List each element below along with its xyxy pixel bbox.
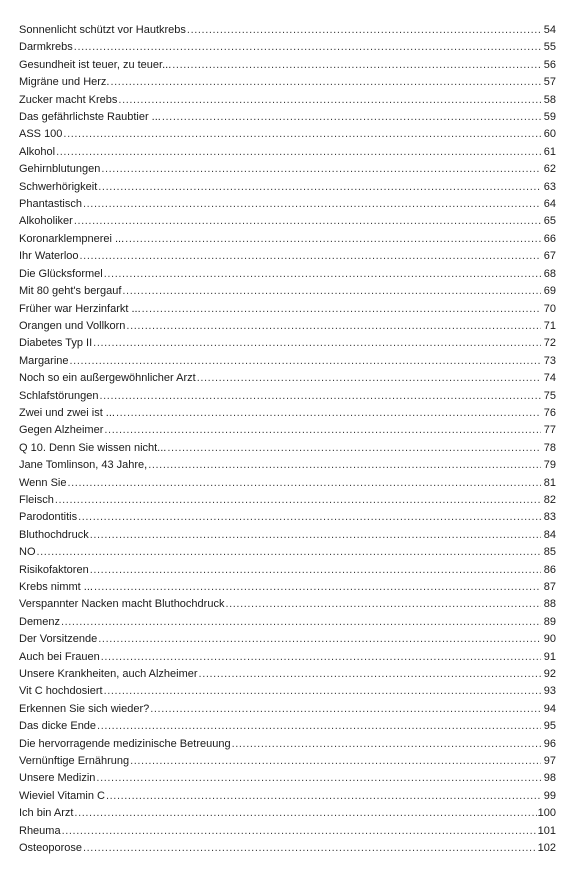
toc-entry-page-number: 99	[543, 789, 556, 802]
toc-entry-page-number: 75	[543, 389, 556, 402]
toc-entry[interactable]	[19, 718, 556, 735]
toc-entry[interactable]	[19, 39, 556, 56]
toc-entry-page-number: 92	[543, 668, 556, 681]
toc-entry-title: Phantastisch	[19, 198, 82, 211]
toc-entry[interactable]	[19, 388, 556, 405]
toc-entry-title: Verspannter Nacken macht Bluthochdruck	[19, 598, 225, 611]
dot-leader	[101, 649, 541, 666]
toc-entry-page-number: 95	[543, 720, 556, 733]
toc-entry[interactable]	[19, 666, 556, 683]
toc-entry-page-number: 56	[543, 58, 556, 71]
toc-entry-page-number: 58	[543, 93, 556, 106]
toc-entry-page-number: 87	[543, 581, 556, 593]
toc-entry-page-number: 101	[537, 824, 556, 837]
toc-entry-page-number: 55	[543, 41, 556, 54]
dot-leader	[98, 179, 541, 196]
dot-leader	[104, 683, 541, 700]
dot-leader	[197, 370, 541, 387]
toc-entry[interactable]	[19, 805, 556, 822]
dot-leader	[63, 126, 541, 143]
toc-entry-page-number: 57	[543, 76, 556, 89]
dot-leader	[232, 736, 541, 753]
toc-entry-title: Bluthochdruck	[19, 528, 89, 541]
toc-entry-title: Unsere Medizin	[19, 772, 96, 785]
toc-entry[interactable]	[19, 179, 556, 196]
dot-leader	[118, 92, 541, 109]
toc-entry[interactable]	[19, 301, 556, 318]
dot-leader	[187, 22, 541, 39]
dot-leader	[90, 562, 541, 579]
toc-entry-page-number: 84	[543, 528, 556, 541]
toc-entry-title: Migräne und Herz.	[19, 76, 110, 89]
toc-entry[interactable]	[19, 753, 556, 770]
toc-entry[interactable]	[19, 840, 556, 857]
toc-entry[interactable]	[19, 196, 556, 213]
dot-leader	[83, 196, 541, 213]
dot-leader	[122, 283, 541, 300]
toc-entry-page-number: 66	[543, 232, 556, 245]
toc-entry-title: Rheuma	[19, 824, 61, 837]
toc-entry[interactable]	[19, 213, 556, 230]
toc-entry-title: Krebs nimmt ...	[19, 581, 93, 593]
toc-entry[interactable]	[19, 353, 556, 370]
dot-leader	[125, 231, 541, 248]
toc-entry-title: Wenn Sie	[19, 476, 67, 489]
toc-entry-page-number: 68	[543, 267, 556, 280]
toc-entry[interactable]	[19, 701, 556, 718]
toc-entry-page-number: 74	[543, 372, 556, 385]
table-of-contents	[19, 22, 556, 858]
toc-entry-title: Parodontitis	[19, 511, 78, 524]
toc-entry-page-number: 102	[537, 842, 556, 855]
dot-leader	[90, 527, 541, 544]
toc-entry-page-number: 100	[537, 807, 556, 820]
toc-entry[interactable]	[19, 126, 556, 143]
dot-leader	[162, 109, 541, 126]
toc-entry-page-number: 91	[543, 650, 556, 663]
toc-entry-page-number: 85	[543, 546, 556, 559]
toc-entry[interactable]	[19, 57, 556, 74]
toc-entry-page-number: 69	[543, 285, 556, 298]
toc-entry[interactable]	[19, 283, 556, 300]
toc-entry[interactable]	[19, 318, 556, 335]
toc-entry-title: Risikofaktoren	[19, 563, 89, 576]
dot-leader	[225, 596, 541, 613]
toc-entry[interactable]	[19, 405, 556, 422]
toc-entry-page-number: 82	[543, 493, 556, 506]
toc-entry-title: Darmkrebs	[19, 41, 73, 54]
dot-leader	[61, 614, 541, 631]
dot-leader	[74, 39, 541, 56]
dot-leader	[93, 335, 541, 352]
toc-entry-title: Die Glücksformel	[19, 267, 103, 280]
toc-entry-title: Ich bin Arzt	[19, 807, 74, 820]
toc-entry-title: Alkohol	[19, 145, 56, 158]
toc-entry-title: Koronarklempnerei ...	[19, 232, 125, 245]
dot-leader	[126, 318, 541, 335]
dot-leader	[106, 788, 541, 805]
toc-entry-title: NO	[19, 546, 36, 559]
dot-leader	[70, 353, 541, 370]
toc-entry-title: Unsere Krankheiten, auch Alzheimer	[19, 668, 198, 681]
toc-entry[interactable]	[19, 614, 556, 631]
dot-leader	[56, 144, 541, 161]
dot-leader	[172, 57, 541, 74]
toc-entry-page-number: 59	[543, 111, 556, 124]
toc-entry[interactable]	[19, 109, 556, 126]
toc-entry-page-number: 78	[543, 441, 556, 454]
dot-leader	[104, 266, 541, 283]
toc-entry-page-number: 79	[543, 459, 556, 472]
toc-entry-title: Der Vorsitzende	[19, 633, 98, 646]
toc-entry-page-number: 54	[543, 24, 556, 36]
dot-leader	[97, 718, 541, 735]
toc-entry-title: Q 10. Denn Sie wissen nicht...	[19, 441, 167, 454]
toc-entry[interactable]	[19, 509, 556, 526]
toc-entry-page-number: 93	[543, 685, 556, 698]
toc-entry-title: Gegen Alzheimer	[19, 424, 104, 437]
toc-entry-title: Schlafstörungen	[19, 389, 99, 402]
toc-entry-page-number: 71	[543, 319, 556, 332]
toc-entry-title: Wieviel Vitamin C	[19, 789, 105, 802]
toc-entry-title: Auch bei Frauen	[19, 650, 100, 663]
toc-entry-title: Fleisch	[19, 493, 54, 506]
toc-entry[interactable]	[19, 736, 556, 753]
toc-entry-title: Schwerhörigkeit	[19, 180, 98, 193]
toc-entry-title: Mit 80 geht's bergauf	[19, 285, 122, 298]
dot-leader	[111, 74, 542, 91]
dot-leader	[116, 405, 541, 422]
dot-leader	[130, 753, 541, 770]
toc-entry[interactable]	[19, 770, 556, 787]
dot-leader	[74, 805, 536, 822]
dot-leader	[74, 213, 541, 230]
toc-entry-title: Gesundheit ist teuer, zu teuer...	[19, 58, 172, 71]
toc-entry-title: Das gefährlichste Raubtier ...	[19, 111, 161, 124]
toc-entry[interactable]	[19, 74, 556, 91]
dot-leader	[94, 579, 541, 596]
toc-entry-title: Zwei und zwei ist ...	[19, 406, 115, 419]
dot-leader	[83, 840, 537, 857]
toc-entry-page-number: 88	[543, 598, 556, 611]
toc-entry-page-number: 67	[543, 250, 556, 263]
toc-entry-page-number: 86	[543, 563, 556, 576]
toc-entry-title: Alkoholiker	[19, 215, 73, 228]
toc-entry[interactable]	[19, 649, 556, 666]
dot-leader	[62, 823, 537, 840]
toc-entry-page-number: 89	[543, 615, 556, 628]
toc-entry-page-number: 61	[543, 145, 556, 158]
toc-entry-page-number: 65	[543, 215, 556, 228]
toc-entry-page-number: 62	[543, 163, 556, 176]
dot-leader	[55, 492, 541, 509]
toc-entry[interactable]	[19, 422, 556, 439]
toc-entry-page-number: 77	[543, 424, 556, 437]
toc-entry-title: Vernünftige Ernährung	[19, 755, 130, 768]
dot-leader	[96, 770, 541, 787]
toc-entry-title: Margarine	[19, 354, 69, 367]
toc-entry[interactable]	[19, 22, 556, 39]
toc-entry-title: Demenz	[19, 615, 60, 628]
toc-entry[interactable]	[19, 335, 556, 352]
toc-entry[interactable]	[19, 92, 556, 109]
toc-entry[interactable]	[19, 544, 556, 561]
toc-entry-page-number: 96	[543, 737, 556, 750]
toc-entry[interactable]	[19, 266, 556, 283]
dot-leader	[199, 666, 541, 683]
toc-entry[interactable]	[19, 823, 556, 840]
toc-entry-page-number: 63	[543, 180, 556, 193]
dot-leader	[104, 422, 541, 439]
dot-leader	[101, 161, 541, 178]
toc-entry-page-number: 76	[543, 406, 556, 419]
toc-entry-title: Gehirnblutungen	[19, 163, 101, 176]
dot-leader	[100, 388, 542, 405]
toc-entry-title: Früher war Herzinfarkt ...	[19, 302, 141, 315]
toc-entry[interactable]	[19, 492, 556, 509]
dot-leader	[150, 701, 541, 718]
toc-entry-page-number: 60	[543, 128, 556, 141]
toc-entry[interactable]	[19, 457, 556, 474]
toc-entry-page-number: 98	[543, 772, 556, 785]
toc-entry-title: Erkennen Sie sich wieder?	[19, 702, 150, 715]
dot-leader	[148, 457, 541, 474]
toc-entry-title: Zucker macht Krebs	[19, 93, 118, 106]
toc-entry-title: Das dicke Ende	[19, 720, 97, 733]
toc-entry[interactable]	[19, 596, 556, 613]
toc-entry-page-number: 81	[543, 476, 556, 489]
dot-leader	[78, 509, 541, 526]
toc-entry-title: Osteoporose	[19, 842, 82, 855]
toc-entry-title: ASS 100	[19, 128, 63, 141]
toc-entry[interactable]	[19, 248, 556, 265]
toc-entry[interactable]	[19, 231, 556, 248]
toc-entry-title: Diabetes Typ II	[19, 337, 93, 350]
toc-entry-title: Jane Tomlinson, 43 Jahre,	[19, 459, 148, 472]
toc-entry[interactable]	[19, 161, 556, 178]
toc-entry[interactable]	[19, 370, 556, 387]
toc-entry[interactable]	[19, 527, 556, 544]
dot-leader	[98, 631, 541, 648]
toc-entry[interactable]	[19, 562, 556, 579]
toc-entry[interactable]	[19, 144, 556, 161]
dot-leader	[68, 475, 542, 492]
toc-entry[interactable]	[19, 475, 556, 492]
toc-entry-page-number: 94	[543, 702, 556, 715]
toc-entry[interactable]	[19, 579, 556, 596]
toc-entry-title: Ihr Waterloo	[19, 250, 79, 263]
toc-entry-title: Die hervorragende medizinische Betreuung	[19, 737, 231, 750]
toc-entry-title: Noch so ein außergewöhnlicher Arzt	[19, 372, 196, 385]
toc-entry-title: Vit C hochdosiert	[19, 685, 103, 698]
toc-entry-page-number: 90	[543, 633, 556, 646]
dot-leader	[37, 544, 542, 561]
toc-entry[interactable]	[19, 788, 556, 805]
toc-entry-page-number: 64	[543, 198, 556, 211]
toc-entry[interactable]	[19, 683, 556, 700]
toc-entry[interactable]	[19, 631, 556, 648]
toc-entry-title: Orangen und Vollkorn	[19, 319, 126, 332]
toc-entry-page-number: 83	[543, 511, 556, 524]
toc-entry-page-number: 70	[543, 302, 556, 315]
toc-entry-page-number: 73	[543, 354, 556, 367]
toc-entry-page-number: 72	[543, 337, 556, 350]
dot-leader	[80, 248, 541, 265]
dot-leader	[142, 301, 541, 318]
toc-entry-title: Sonnenlicht schützt vor Hautkrebs	[19, 24, 186, 36]
dot-leader	[167, 440, 541, 457]
toc-entry[interactable]	[19, 440, 556, 457]
toc-entry-page-number: 97	[543, 755, 556, 768]
